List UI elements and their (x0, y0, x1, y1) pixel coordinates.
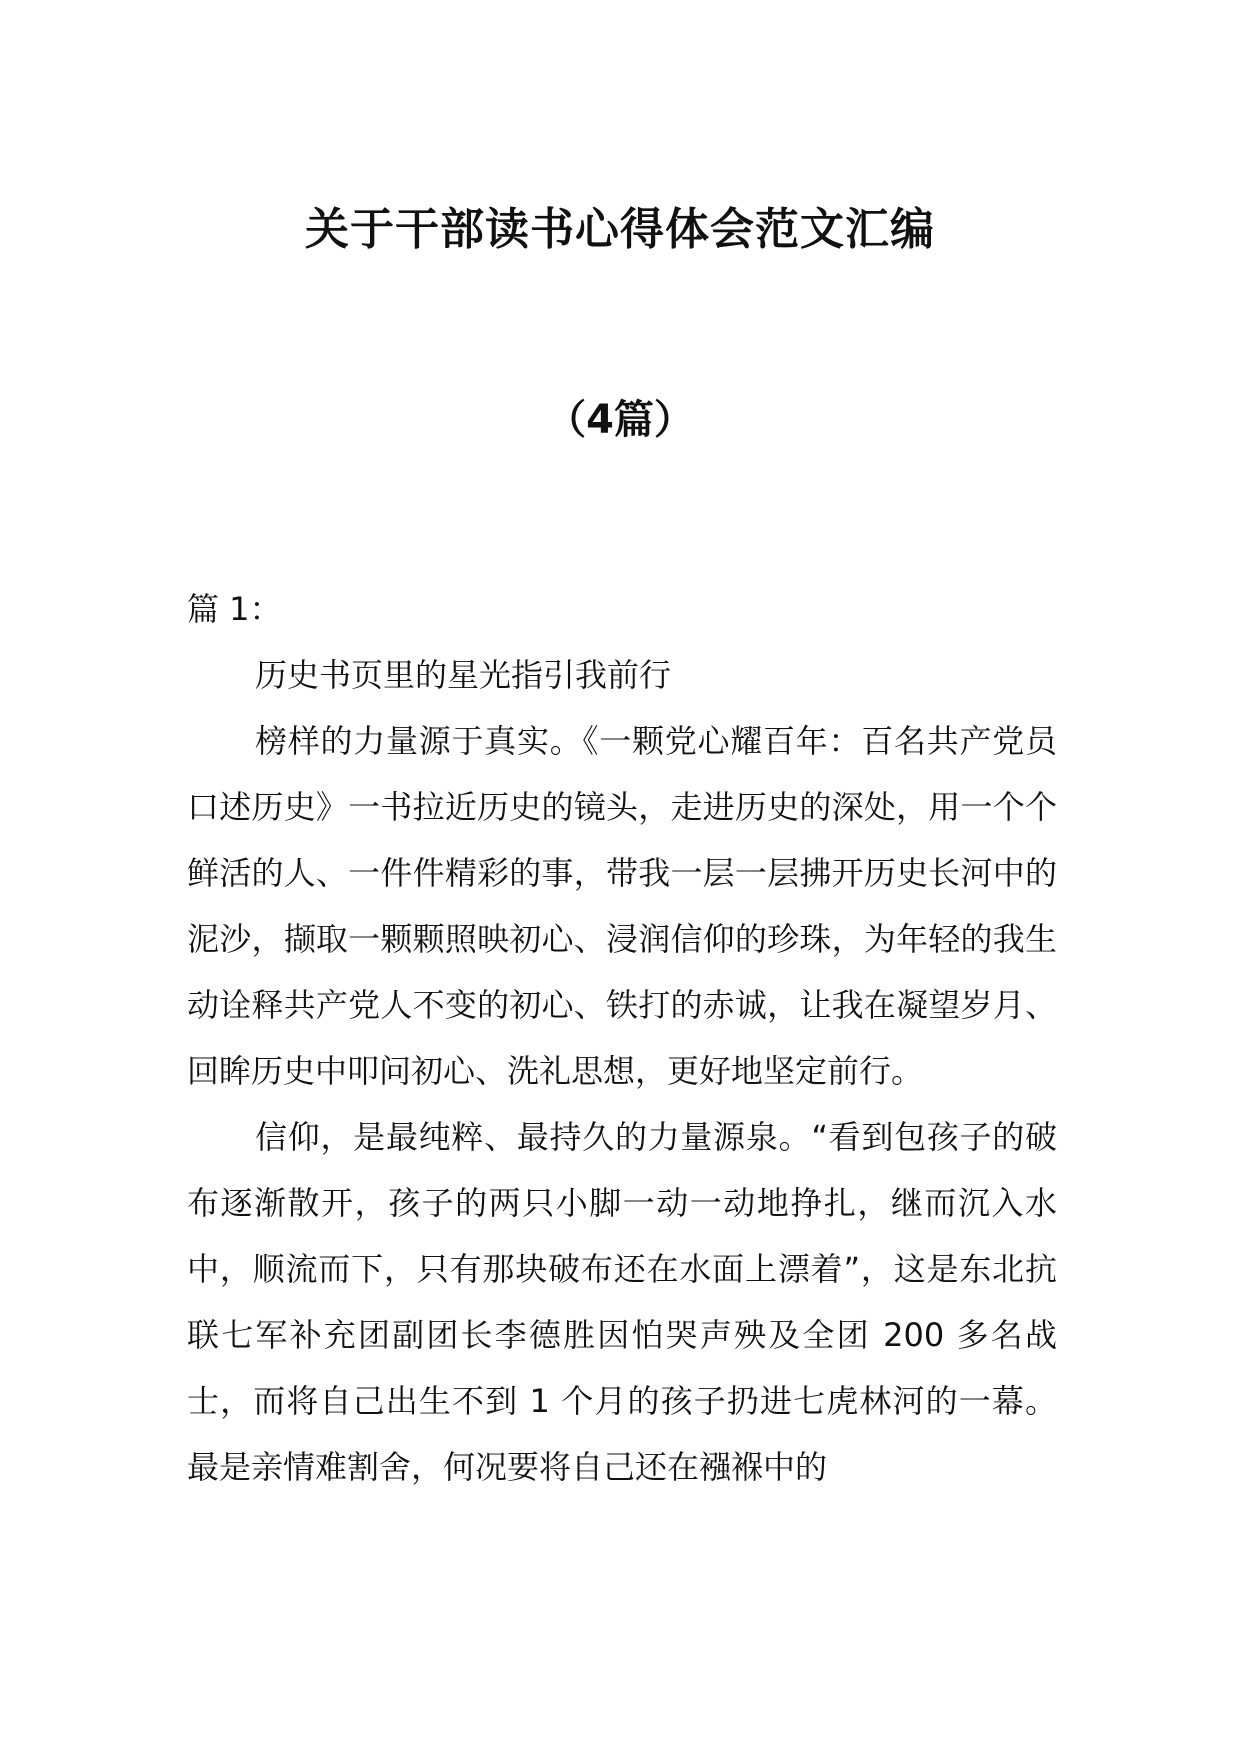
section-label: 篇 1： (187, 590, 282, 628)
document-body (187, 576, 1057, 1500)
paragraph-2: 信仰，是最纯粹、最持久的力量源泉。“看到包孩子的破布逐渐散开，孩子的两只小脚一动一动地挣扎，继而沉入水中，顺流而下，只有那块破布还在水面上漂着”，这是东北抗联七军补充团副团长李德胜因怕哭声殃及全团 200 多名战士，而将自己出生不到 1 个月的孩子扔进七虎林河的一幕。最是亲情难割舍，何况要将自己还在襁褓中的 (187, 1118, 1057, 1486)
paragraph-1: 榜样的力量源于真实。《一颗党心耀百年：百名共产党员口述历史》一书拉近历史的镜头，走进历史的深处，用一个个鲜活的人、一件件精彩的事，带我一层一层拂开历史长河中的泥沙，撷取一颗颗照映初心、浸润信仰的珍珠，为年轻的我生动诠释共产党人不变的初心、铁打的赤诚，让我在凝望岁月、回眸历史中叩问初心、洗礼思想，更好地坚定前行。 (187, 722, 1057, 1090)
document-subtitle: （4篇） (546, 397, 694, 443)
document-title: 关于干部读书心得体会范文汇编 (305, 204, 935, 255)
article-heading: 历史书页里的星光指引我前行 (255, 656, 672, 694)
